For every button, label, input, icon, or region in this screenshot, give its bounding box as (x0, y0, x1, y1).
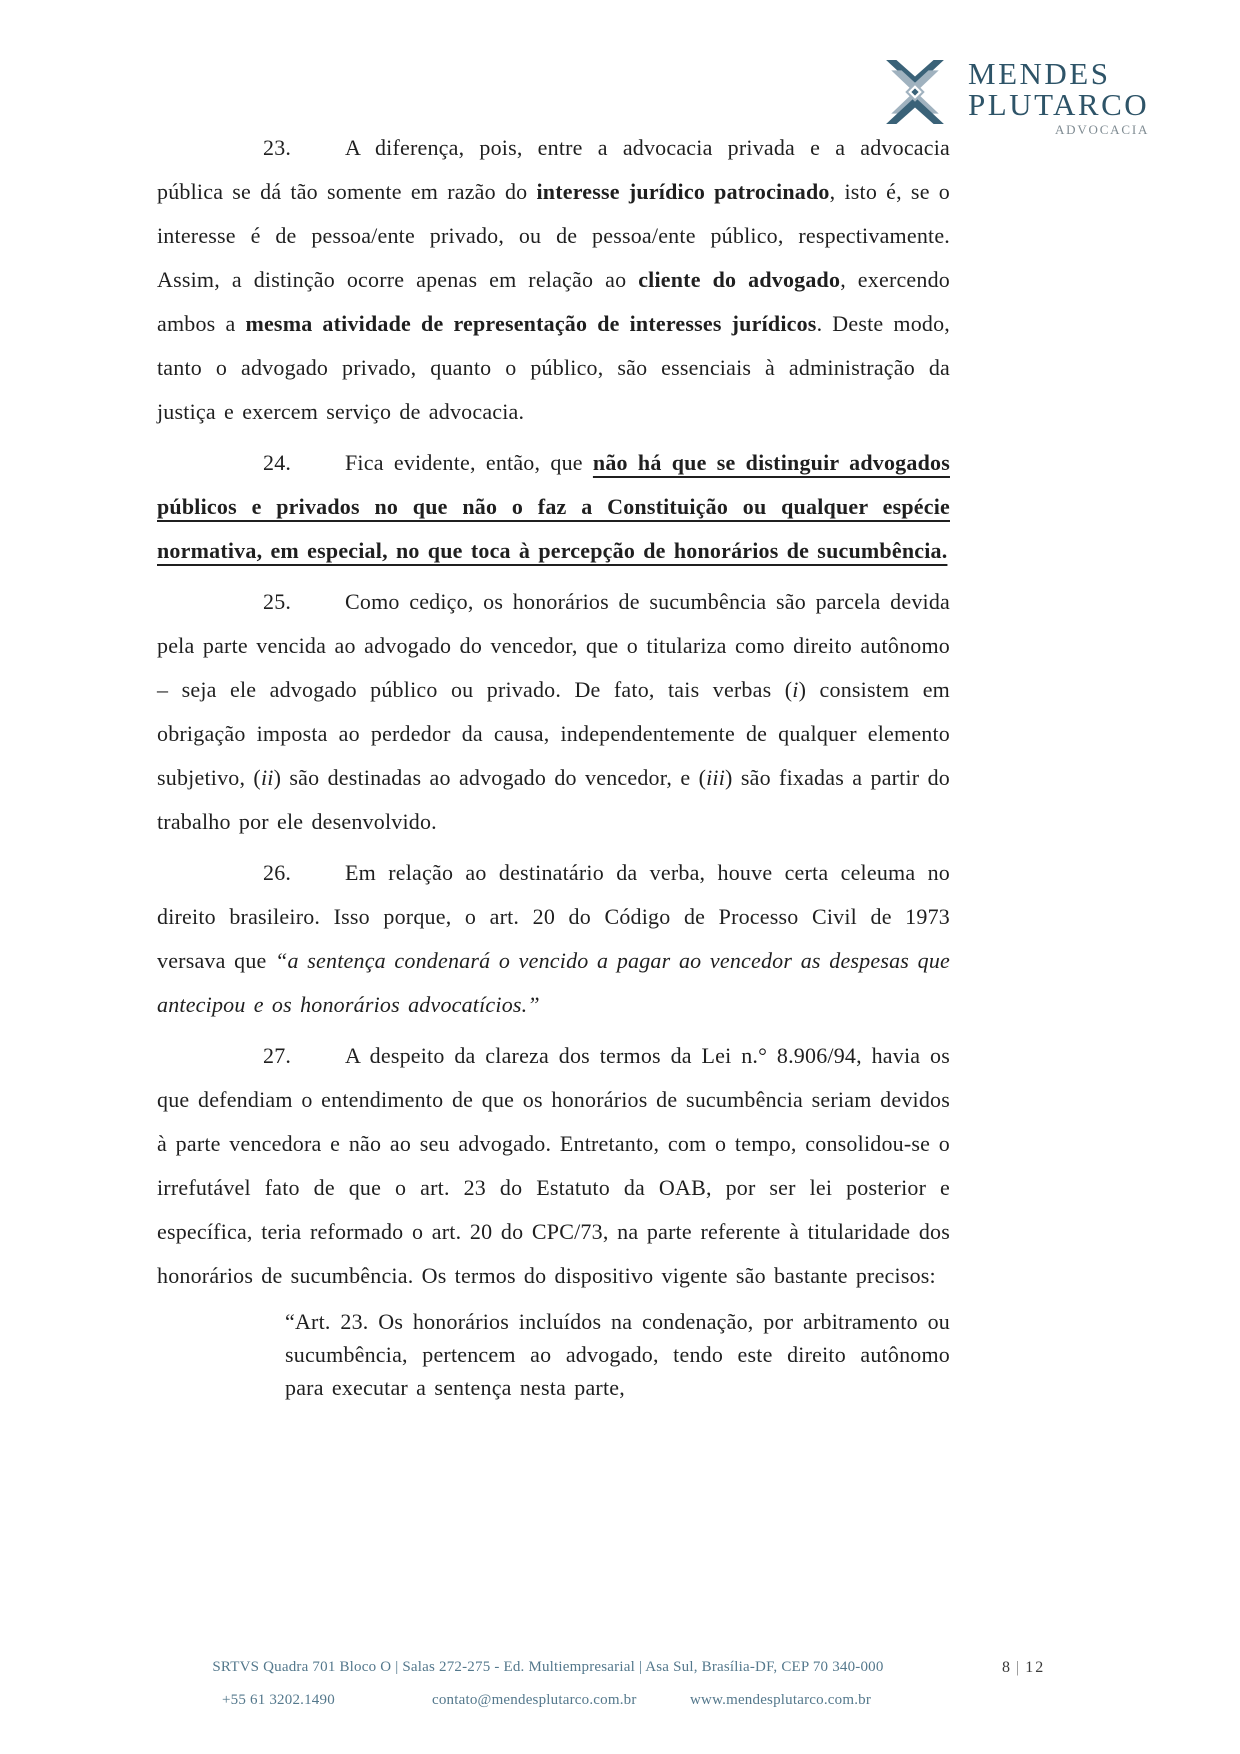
text-run: , exercendo ambos a (157, 267, 950, 336)
footer-contacts (140, 1692, 956, 1714)
text-run: Em relação ao destinatário da verba, houve certa celeuma no direito brasileiro. Isso porque, o art. 20 do Código de Processo Civil de 1973 versava que (157, 860, 950, 973)
paragraph-26 (157, 851, 950, 1027)
footer-website: www.mendesplutarco.com.br (690, 1692, 872, 1708)
text-run: ) são destinadas ao advogado do vencedor, e ( (273, 765, 707, 790)
text-run: interesse jurídico patrocinado (536, 179, 830, 204)
page-total: 12 (1025, 1659, 1046, 1676)
logo-wordmark (968, 58, 1149, 138)
paragraph-number: 23. (263, 135, 292, 160)
logo-tagline: ADVOCACIA (1054, 122, 1150, 137)
text-run: ) são fixadas a partir do trabalho por ele desenvolvido. (157, 765, 951, 834)
footer-phone: +55 61 3202.1490 (222, 1692, 335, 1708)
text-run: “a sentença condenará o vencido a pagar ao vencedor as despesas que antecipou e os honorários advocatícios.” (157, 948, 950, 1017)
paragraph-27 (157, 1034, 950, 1298)
text-run: “Art. 23. Os honorários incluídos na condenação, por arbitramento ou sucumbência, pertencem ao advogado, tendo este direito autônomo para executar a sentença nesta parte, (285, 1309, 950, 1400)
page-current: 8 (1002, 1659, 1012, 1676)
logo-name-line1: MENDES (968, 56, 1111, 91)
paragraph-number: 24. (263, 450, 292, 475)
paragraph-23 (157, 126, 950, 434)
text-run: i (792, 677, 799, 702)
text-run: Fica evidente, então, que (345, 450, 593, 475)
paragraph-number: 25. (263, 589, 292, 614)
page-separator: | (1016, 1659, 1022, 1676)
page-number (1002, 1659, 1045, 1677)
paragraph-24 (157, 441, 950, 573)
text-run: , isto é, se o interesse é de pessoa/ente privado, ou de pessoa/ente público, respectivamente. Assim, a distinção ocorre apenas em relação ao (157, 179, 950, 292)
text-run: Como cediço, os honorários de sucumbência são parcela devida pela parte vencida ao advogado do vencedor, que o titulariza como direito autônomo – seja ele advogado público ou privado. De fato, tais verbas ( (157, 589, 950, 702)
paragraph-number: 27. (263, 1043, 292, 1068)
footer-email: contato@mendesplutarco.com.br (432, 1692, 637, 1708)
paragraph-25 (157, 580, 950, 844)
text-run: A despeito da clareza dos termos da Lei n.° 8.906/94, havia os que defendiam o entendimento de que os honorários de sucumbência seriam devidos à parte vencedora e não ao seu advogado. Entretanto, com o tempo, consolidou-se o irrefutável fato de que o art. 23 do Estatuto da OAB, por ser lei posterior e específica, teria reformado o art. 20 do CPC/73, na parte referente à titularidade dos honorários de sucumbência. Os termos do dispositivo vigente são bastante precisos: (157, 1043, 950, 1288)
text-run: ) consistem em obrigação imposta ao perdedor da causa, independentemente de qualquer elemento subjetivo, ( (157, 677, 950, 790)
text-run: iii (706, 765, 726, 790)
text-run: . Deste modo, tanto o advogado privado, quanto o público, são essenciais à administração da justiça e exercem serviço de advocacia. (157, 311, 950, 424)
logo-name-line2: PLUTARCO (968, 87, 1150, 122)
footer-address: SRTVS Quadra 701 Bloco O | Salas 272-275 - Ed. Multiempresarial | Asa Sul, Brasília-DF, CEP 70 340-000 (212, 1659, 884, 1675)
text-run: não há que se distinguir advogados públicos e privados no que não o faz a Constituição ou qualquer espécie normativa, em especial, no que toca à percepção de honorários de sucumbência. (157, 450, 950, 563)
text-run: mesma atividade de representação de interesses jurídicos (245, 311, 817, 336)
document-body (157, 0, 950, 1411)
blockquote (285, 1305, 950, 1404)
text-run: cliente do advogado (638, 267, 841, 292)
text-run: A diferença, pois, entre a advocacia privada e a advocacia pública se dá tão somente em razão do (157, 135, 950, 204)
paragraph-number: 26. (263, 860, 292, 885)
text-run: ii (260, 765, 274, 790)
